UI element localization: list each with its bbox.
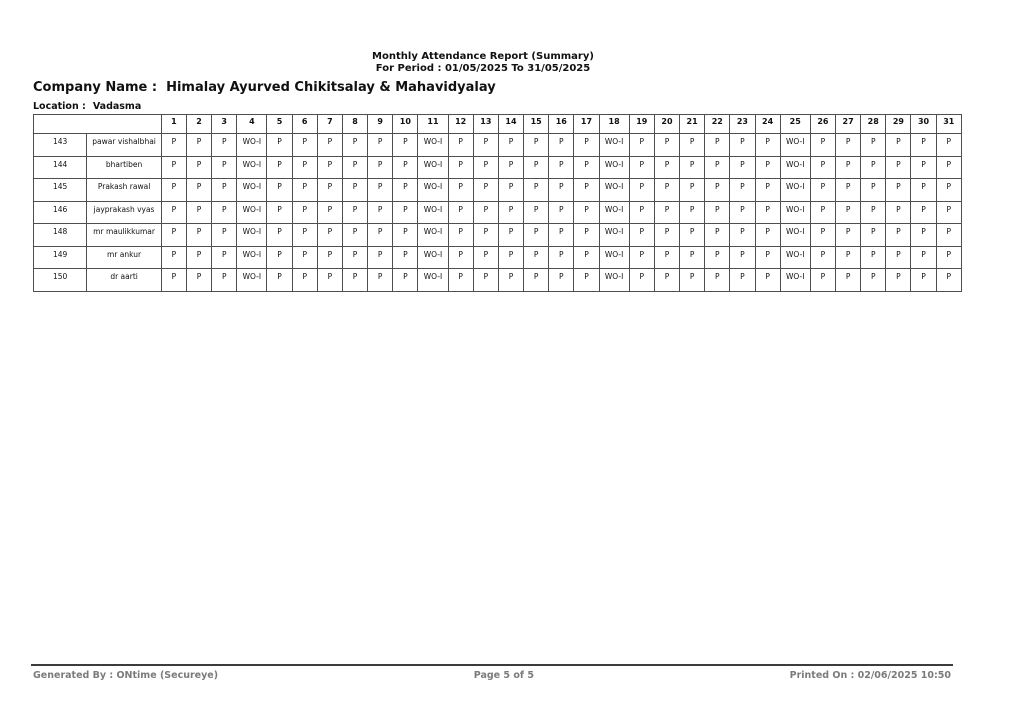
day-cell: P (936, 269, 961, 292)
day-header-6: 6 (292, 115, 317, 134)
day-cell: P (730, 246, 755, 269)
day-cell: P (498, 269, 523, 292)
day-cell: WO-I (599, 269, 629, 292)
day-cell: P (911, 134, 936, 157)
day-cell: P (755, 134, 780, 157)
day-cell: P (886, 269, 911, 292)
day-cell: P (292, 224, 317, 247)
day-cell: P (654, 179, 679, 202)
day-cell: P (186, 179, 211, 202)
day-cell: P (629, 224, 654, 247)
day-cell: P (186, 269, 211, 292)
day-cell: P (936, 156, 961, 179)
day-header-10: 10 (393, 115, 418, 134)
day-cell: P (629, 134, 654, 157)
day-header-22: 22 (705, 115, 730, 134)
day-cell: WO-I (418, 224, 448, 247)
day-cell: P (186, 246, 211, 269)
day-cell: P (836, 134, 861, 157)
day-header-12: 12 (448, 115, 473, 134)
day-cell: P (448, 201, 473, 224)
day-cell: P (936, 246, 961, 269)
day-cell: P (473, 156, 498, 179)
day-cell: P (317, 134, 342, 157)
day-cell: P (549, 269, 574, 292)
day-cell: P (886, 179, 911, 202)
day-cell: P (654, 246, 679, 269)
day-cell: P (186, 224, 211, 247)
day-cell: P (861, 224, 886, 247)
day-cell: P (654, 201, 679, 224)
day-cell: P (730, 179, 755, 202)
day-cell: P (836, 156, 861, 179)
day-header-5: 5 (267, 115, 292, 134)
day-cell: P (267, 156, 292, 179)
report-period: For Period : 01/05/2025 To 31/05/2025 (375, 62, 591, 74)
day-cell: P (267, 269, 292, 292)
day-header-13: 13 (473, 115, 498, 134)
employee-id-cell: 145 (34, 179, 87, 202)
attendance-row-144 (34, 156, 962, 179)
day-cell: P (161, 201, 186, 224)
day-cell: WO-I (780, 156, 810, 179)
report-title: Monthly Attendance Report (Summary) (372, 51, 594, 62)
day-cell: P (317, 201, 342, 224)
day-header-14: 14 (498, 115, 523, 134)
day-cell: WO-I (780, 179, 810, 202)
day-cell: P (212, 201, 237, 224)
day-cell: P (448, 179, 473, 202)
day-cell: P (317, 246, 342, 269)
employee-name-cell: mr ankur (87, 246, 161, 269)
day-header-15: 15 (524, 115, 549, 134)
day-header-11: 11 (418, 115, 448, 134)
day-cell: P (705, 269, 730, 292)
corner-header-cell (34, 115, 162, 134)
day-cell: P (292, 179, 317, 202)
day-cell: P (393, 224, 418, 247)
day-cell: P (730, 156, 755, 179)
company-name-value: Himalay Ayurved Chikitsalay & Mahavidyalay (166, 80, 496, 95)
day-cell: P (755, 179, 780, 202)
day-cell: P (574, 156, 599, 179)
day-cell: P (810, 134, 835, 157)
day-cell: P (393, 246, 418, 269)
day-cell: P (730, 269, 755, 292)
day-cell: P (680, 269, 705, 292)
day-cell: P (911, 269, 936, 292)
day-cell: WO-I (599, 179, 629, 202)
day-cell: P (393, 134, 418, 157)
day-cell: P (836, 269, 861, 292)
day-cell: WO-I (237, 201, 267, 224)
day-cell: P (810, 156, 835, 179)
company-line (33, 80, 496, 95)
day-cell: P (393, 179, 418, 202)
day-header-26: 26 (810, 115, 835, 134)
day-cell: P (705, 156, 730, 179)
day-cell: P (936, 224, 961, 247)
day-cell: P (549, 246, 574, 269)
day-cell: P (524, 269, 549, 292)
day-cell: WO-I (418, 201, 448, 224)
day-cell: P (524, 179, 549, 202)
day-cell: P (342, 246, 367, 269)
day-cell: P (317, 224, 342, 247)
day-cell: P (317, 156, 342, 179)
day-cell: P (680, 156, 705, 179)
day-cell: P (368, 179, 393, 202)
day-cell: P (267, 134, 292, 157)
day-cell: P (911, 246, 936, 269)
day-header-3: 3 (212, 115, 237, 134)
attendance-table (33, 114, 962, 292)
location-label: Location : (33, 101, 86, 112)
employee-name-cell: bhartiben (87, 156, 161, 179)
day-cell: P (186, 201, 211, 224)
day-cell: P (212, 134, 237, 157)
day-cell: P (473, 201, 498, 224)
employee-name-cell: dr aarti (87, 269, 161, 292)
employee-name-cell: jayprakash vyas (87, 201, 161, 224)
day-cell: WO-I (418, 156, 448, 179)
day-cell: P (810, 224, 835, 247)
day-cell: P (267, 246, 292, 269)
attendance-header-row (34, 115, 962, 134)
day-cell: P (755, 156, 780, 179)
day-cell: P (212, 246, 237, 269)
day-cell: P (393, 156, 418, 179)
day-cell: WO-I (780, 224, 810, 247)
day-header-28: 28 (861, 115, 886, 134)
day-cell: P (212, 156, 237, 179)
attendance-body (34, 134, 962, 292)
day-cell: P (317, 269, 342, 292)
day-cell: WO-I (599, 134, 629, 157)
day-cell: P (524, 246, 549, 269)
attendance-row-145 (34, 179, 962, 202)
day-cell: P (473, 224, 498, 247)
day-cell: P (498, 156, 523, 179)
employee-name-cell: mr maulikkumar (87, 224, 161, 247)
day-cell: P (448, 156, 473, 179)
day-cell: P (342, 269, 367, 292)
day-header-8: 8 (342, 115, 367, 134)
day-cell: WO-I (237, 134, 267, 157)
day-cell: P (886, 201, 911, 224)
day-cell: P (448, 246, 473, 269)
day-cell: P (161, 224, 186, 247)
employee-id-cell: 143 (34, 134, 87, 157)
day-cell: P (342, 156, 367, 179)
day-cell: P (498, 246, 523, 269)
day-cell: P (161, 269, 186, 292)
day-cell: P (680, 134, 705, 157)
day-cell: P (212, 224, 237, 247)
day-cell: P (524, 156, 549, 179)
day-cell: P (705, 134, 730, 157)
day-cell: P (292, 134, 317, 157)
day-cell: P (448, 269, 473, 292)
employee-id-cell: 148 (34, 224, 87, 247)
day-cell: P (810, 201, 835, 224)
attendance-row-146 (34, 201, 962, 224)
day-cell: P (886, 134, 911, 157)
employee-id-cell: 146 (34, 201, 87, 224)
day-cell: WO-I (599, 246, 629, 269)
report-title-block (20, 51, 946, 74)
day-cell: P (861, 134, 886, 157)
day-cell: P (886, 156, 911, 179)
day-cell: P (317, 179, 342, 202)
day-cell: WO-I (418, 246, 448, 269)
day-cell: P (161, 156, 186, 179)
day-cell: P (629, 269, 654, 292)
day-cell: WO-I (780, 269, 810, 292)
day-cell: P (212, 179, 237, 202)
day-cell: P (810, 179, 835, 202)
day-cell: P (836, 179, 861, 202)
day-cell: WO-I (237, 179, 267, 202)
day-cell: P (292, 269, 317, 292)
day-cell: WO-I (418, 179, 448, 202)
employee-id-cell: 149 (34, 246, 87, 269)
day-cell: P (186, 134, 211, 157)
day-cell: P (498, 179, 523, 202)
employee-name-cell: Prakash rawal (87, 179, 161, 202)
day-cell: WO-I (237, 246, 267, 269)
day-cell: P (574, 269, 599, 292)
day-cell: P (292, 156, 317, 179)
day-cell: P (861, 179, 886, 202)
day-cell: P (267, 201, 292, 224)
day-cell: P (886, 246, 911, 269)
day-header-31: 31 (936, 115, 961, 134)
day-cell: P (810, 269, 835, 292)
day-cell: P (342, 201, 367, 224)
day-header-1: 1 (161, 115, 186, 134)
attendance-row-143 (34, 134, 962, 157)
day-cell: P (342, 179, 367, 202)
footer-printed-on: Printed On : 02/06/2025 10:50 (789, 670, 951, 681)
day-cell: P (473, 134, 498, 157)
day-cell: P (574, 201, 599, 224)
day-cell: P (680, 246, 705, 269)
day-cell: WO-I (599, 201, 629, 224)
day-cell: WO-I (418, 134, 448, 157)
day-cell: P (498, 134, 523, 157)
day-cell: P (911, 201, 936, 224)
day-cell: P (549, 134, 574, 157)
footer-divider (31, 664, 953, 666)
day-cell: P (629, 201, 654, 224)
day-cell: P (680, 201, 705, 224)
day-cell: WO-I (780, 201, 810, 224)
day-cell: P (368, 134, 393, 157)
day-cell: P (861, 201, 886, 224)
day-cell: P (368, 156, 393, 179)
employee-id-cell: 144 (34, 156, 87, 179)
attendance-row-150 (34, 269, 962, 292)
day-cell: P (549, 224, 574, 247)
day-cell: P (549, 201, 574, 224)
day-cell: P (911, 156, 936, 179)
day-cell: P (342, 224, 367, 247)
day-cell: P (524, 134, 549, 157)
day-cell: WO-I (237, 156, 267, 179)
day-cell: P (705, 224, 730, 247)
day-cell: P (629, 156, 654, 179)
day-cell: P (342, 134, 367, 157)
day-cell: P (473, 269, 498, 292)
day-header-23: 23 (730, 115, 755, 134)
day-cell: P (524, 201, 549, 224)
day-cell: P (936, 201, 961, 224)
employee-id-cell: 150 (34, 269, 87, 292)
day-cell: P (161, 134, 186, 157)
day-cell: P (654, 224, 679, 247)
day-cell: P (680, 224, 705, 247)
day-cell: P (368, 224, 393, 247)
day-cell: P (473, 179, 498, 202)
day-header-29: 29 (886, 115, 911, 134)
day-header-19: 19 (629, 115, 654, 134)
day-cell: P (861, 269, 886, 292)
day-cell: WO-I (237, 269, 267, 292)
day-header-17: 17 (574, 115, 599, 134)
day-cell: P (836, 201, 861, 224)
day-cell: P (267, 224, 292, 247)
day-cell: P (680, 179, 705, 202)
day-cell: P (448, 224, 473, 247)
day-cell: P (574, 179, 599, 202)
day-header-2: 2 (186, 115, 211, 134)
day-cell: WO-I (599, 156, 629, 179)
day-cell: P (498, 201, 523, 224)
day-cell: P (861, 156, 886, 179)
day-cell: P (393, 201, 418, 224)
day-cell: WO-I (780, 134, 810, 157)
day-cell: P (629, 179, 654, 202)
day-cell: P (498, 224, 523, 247)
day-cell: P (524, 224, 549, 247)
day-cell: WO-I (418, 269, 448, 292)
day-cell: P (911, 224, 936, 247)
day-cell: P (836, 224, 861, 247)
location-value: Vadasma (92, 101, 142, 112)
day-cell: P (936, 179, 961, 202)
day-cell: WO-I (237, 224, 267, 247)
day-cell: P (368, 246, 393, 269)
report-footer (33, 670, 951, 681)
day-cell: P (886, 224, 911, 247)
day-cell: P (161, 179, 186, 202)
day-header-18: 18 (599, 115, 629, 134)
location-line (33, 101, 141, 112)
day-cell: P (730, 201, 755, 224)
day-cell: P (705, 201, 730, 224)
day-cell: P (549, 156, 574, 179)
day-cell: P (654, 269, 679, 292)
day-header-27: 27 (836, 115, 861, 134)
day-cell: P (755, 269, 780, 292)
day-cell: P (911, 179, 936, 202)
day-header-30: 30 (911, 115, 936, 134)
day-cell: P (861, 246, 886, 269)
day-cell: P (705, 246, 730, 269)
attendance-row-148 (34, 224, 962, 247)
employee-name-cell: pawar vishalbhai (87, 134, 161, 157)
day-header-20: 20 (654, 115, 679, 134)
day-cell: P (393, 269, 418, 292)
day-cell: WO-I (599, 224, 629, 247)
day-header-25: 25 (780, 115, 810, 134)
day-cell: P (574, 134, 599, 157)
day-cell: P (654, 156, 679, 179)
day-cell: P (473, 246, 498, 269)
day-cell: P (292, 246, 317, 269)
day-cell: P (574, 224, 599, 247)
day-cell: P (755, 246, 780, 269)
day-cell: P (292, 201, 317, 224)
day-cell: P (629, 246, 654, 269)
day-cell: P (186, 156, 211, 179)
day-header-21: 21 (680, 115, 705, 134)
day-cell: P (368, 201, 393, 224)
day-cell: P (836, 246, 861, 269)
day-cell: P (730, 224, 755, 247)
day-cell: P (730, 134, 755, 157)
day-cell: P (574, 246, 599, 269)
day-cell: P (448, 134, 473, 157)
footer-page-number: Page 5 of 5 (473, 670, 534, 681)
day-cell: P (705, 179, 730, 202)
day-cell: P (368, 269, 393, 292)
day-header-4: 4 (237, 115, 267, 134)
day-header-7: 7 (317, 115, 342, 134)
attendance-row-149 (34, 246, 962, 269)
footer-generated-by: Generated By : ONtime (Secureye) (33, 670, 219, 681)
day-cell: P (267, 179, 292, 202)
day-header-24: 24 (755, 115, 780, 134)
day-header-16: 16 (549, 115, 574, 134)
day-cell: P (549, 179, 574, 202)
day-cell: P (755, 201, 780, 224)
day-cell: P (212, 269, 237, 292)
day-cell: WO-I (780, 246, 810, 269)
company-name-label: Company Name : (33, 80, 158, 95)
day-cell: P (936, 134, 961, 157)
day-cell: P (810, 246, 835, 269)
day-header-9: 9 (368, 115, 393, 134)
day-cell: P (755, 224, 780, 247)
day-cell: P (654, 134, 679, 157)
day-cell: P (161, 246, 186, 269)
